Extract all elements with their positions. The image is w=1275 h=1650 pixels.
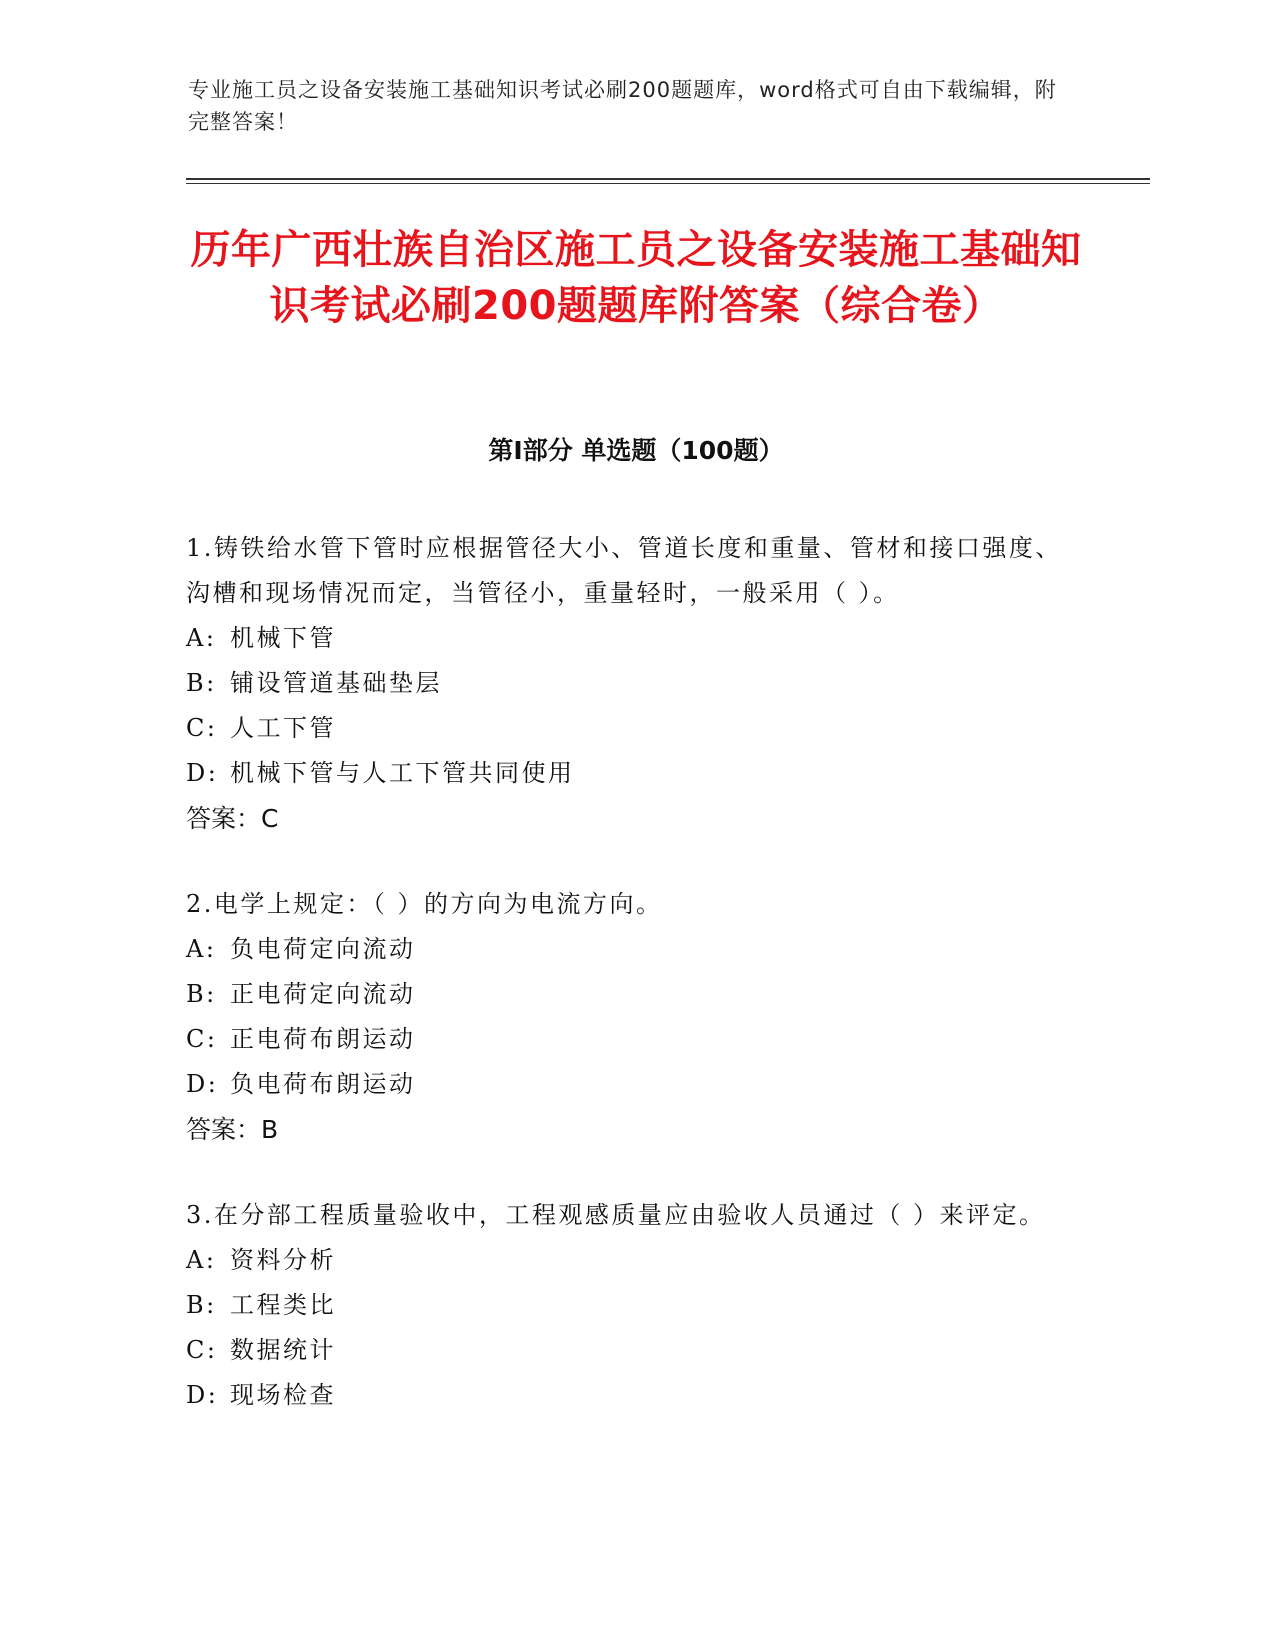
option-d: [186, 1062, 1066, 1107]
option-b: [186, 661, 1066, 706]
question-stem: 3.在分部工程质量验收中，工程观感质量应由验收人员通过（ ）来评定。: [186, 1201, 1046, 1229]
question-3: [186, 1193, 1066, 1418]
option-text: 正电荷定向流动: [230, 980, 416, 1008]
option-d: [186, 751, 1066, 796]
answer-line: 答案：B: [186, 1115, 279, 1144]
option-c: [186, 1328, 1066, 1373]
option-letter: B:: [186, 669, 217, 697]
question-2: [186, 882, 1066, 1153]
option-letter: A:: [186, 624, 217, 652]
answer-line: 答案：C: [186, 804, 279, 833]
option-b: [186, 972, 1066, 1017]
option-text: 负电荷定向流动: [230, 935, 416, 963]
option-text: 机械下管: [230, 624, 336, 652]
header-divider-thick: [186, 178, 1150, 180]
option-a: [186, 927, 1066, 972]
option-c: [186, 706, 1066, 751]
option-letter: B:: [186, 1291, 217, 1319]
option-text: 现场检查: [230, 1381, 336, 1409]
option-letter: A:: [186, 935, 217, 963]
option-text: 数据统计: [230, 1336, 336, 1364]
option-text: 正电荷布朗运动: [230, 1025, 416, 1053]
option-letter: D:: [186, 1070, 219, 1098]
option-text: 人工下管: [230, 714, 336, 742]
question-1: [186, 526, 1066, 842]
option-b: [186, 1283, 1066, 1328]
option-text: 机械下管与人工下管共同使用: [230, 759, 575, 787]
option-d: [186, 1373, 1066, 1418]
question-list: [186, 526, 1066, 1458]
option-text: 工程类比: [230, 1291, 336, 1319]
option-a: [186, 1238, 1066, 1283]
document-title: 历年广西壮族自治区施工员之设备安装施工基础知识考试必刷200题题库附答案（综合卷）: [190, 227, 1082, 329]
section-title: 第I部分 单选题（100题）: [488, 436, 784, 465]
question-stem: 1.铸铁给水管下管时应根据管径大小、管道长度和重量、管材和接口强度、沟槽和现场情况而定，当管径小，重量轻时，一般采用（ ）。: [186, 534, 1062, 607]
option-letter: C:: [186, 714, 218, 742]
header-note: 专业施工员之设备安装施工基础知识考试必刷200题题库，word格式可自由下载编辑，附完整答案！: [188, 78, 1057, 134]
option-letter: C:: [186, 1025, 218, 1053]
option-a: [186, 616, 1066, 661]
option-letter: D:: [186, 1381, 219, 1409]
option-text: 负电荷布朗运动: [230, 1070, 416, 1098]
option-letter: A:: [186, 1246, 217, 1274]
option-text: 铺设管道基础垫层: [230, 669, 442, 697]
header-divider-thin: [186, 183, 1150, 184]
option-letter: C:: [186, 1336, 218, 1364]
question-stem: 2.电学上规定：（ ）的方向为电流方向。: [186, 890, 663, 918]
option-letter: D:: [186, 759, 219, 787]
option-text: 资料分析: [230, 1246, 336, 1274]
option-letter: B:: [186, 980, 217, 1008]
option-c: [186, 1017, 1066, 1062]
